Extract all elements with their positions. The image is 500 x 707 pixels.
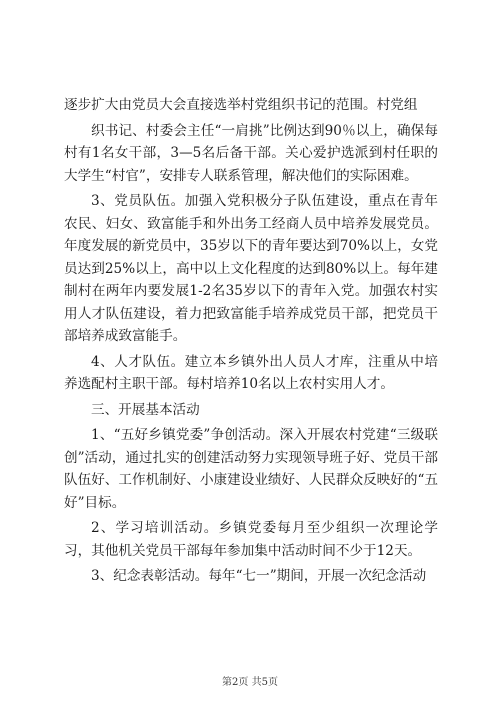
paragraph-2: 织书记、村委会主任“一肩挑”比例达到90％以上，确保每村有1名女干部，3—5名后备干部。关心爱护选派到村任职的大学生“村官”，安排专人联系管理，解决他们的实际困难。 xyxy=(64,122,438,184)
paragraph-4: 4、人才队伍。建立本乡镇外出人员人才库，注重从中培养选配村主职干部。每村培养10名以上农村实用人才。 xyxy=(64,353,438,392)
paragraph-8: 3、纪念表彰活动。每年“七一”期间，开展一次纪念活动 xyxy=(91,568,427,584)
paragraph-1: 逐步扩大由党员大会直接选举村党组织书记的范围。村党组 xyxy=(64,97,418,113)
document-body xyxy=(64,94,438,591)
section-heading: 三、开展基本活动 xyxy=(91,401,200,418)
page-footer: 第2页 共5页 xyxy=(222,677,278,688)
paragraph-7: 2、学习培训活动。乡镇党委每月至少组织一次理论学习，其他机关党员干部每年参加集中活动时间不少于12天。 xyxy=(64,520,438,559)
paragraph-6: 1、“五好乡镇党委”争创活动。深入开展农村党建“三级联创”活动，通过扎实的创建活动努力实现领导班子好、党员干部队伍好、工作机制好、小康建设业绩好、人民群众反映好的“五好”目标。 xyxy=(64,427,438,511)
paragraph-3: 3、党员队伍。加强入党积极分子队伍建设，重点在青年农民、妇女、致富能手和外出务工经商人员中培养发展党员。年度发展的新党员中，35岁以下的青年要达到70%以上，女党员达到25%以上，高中以上文化程度的达到80%以上。每年建制村在两年内要发展1-2名35岁以下的青年入党。加强农村实用人才队伍建设，着力把致富能手培养成党员干部，把党员干部培养成致富能手。 xyxy=(64,193,438,344)
